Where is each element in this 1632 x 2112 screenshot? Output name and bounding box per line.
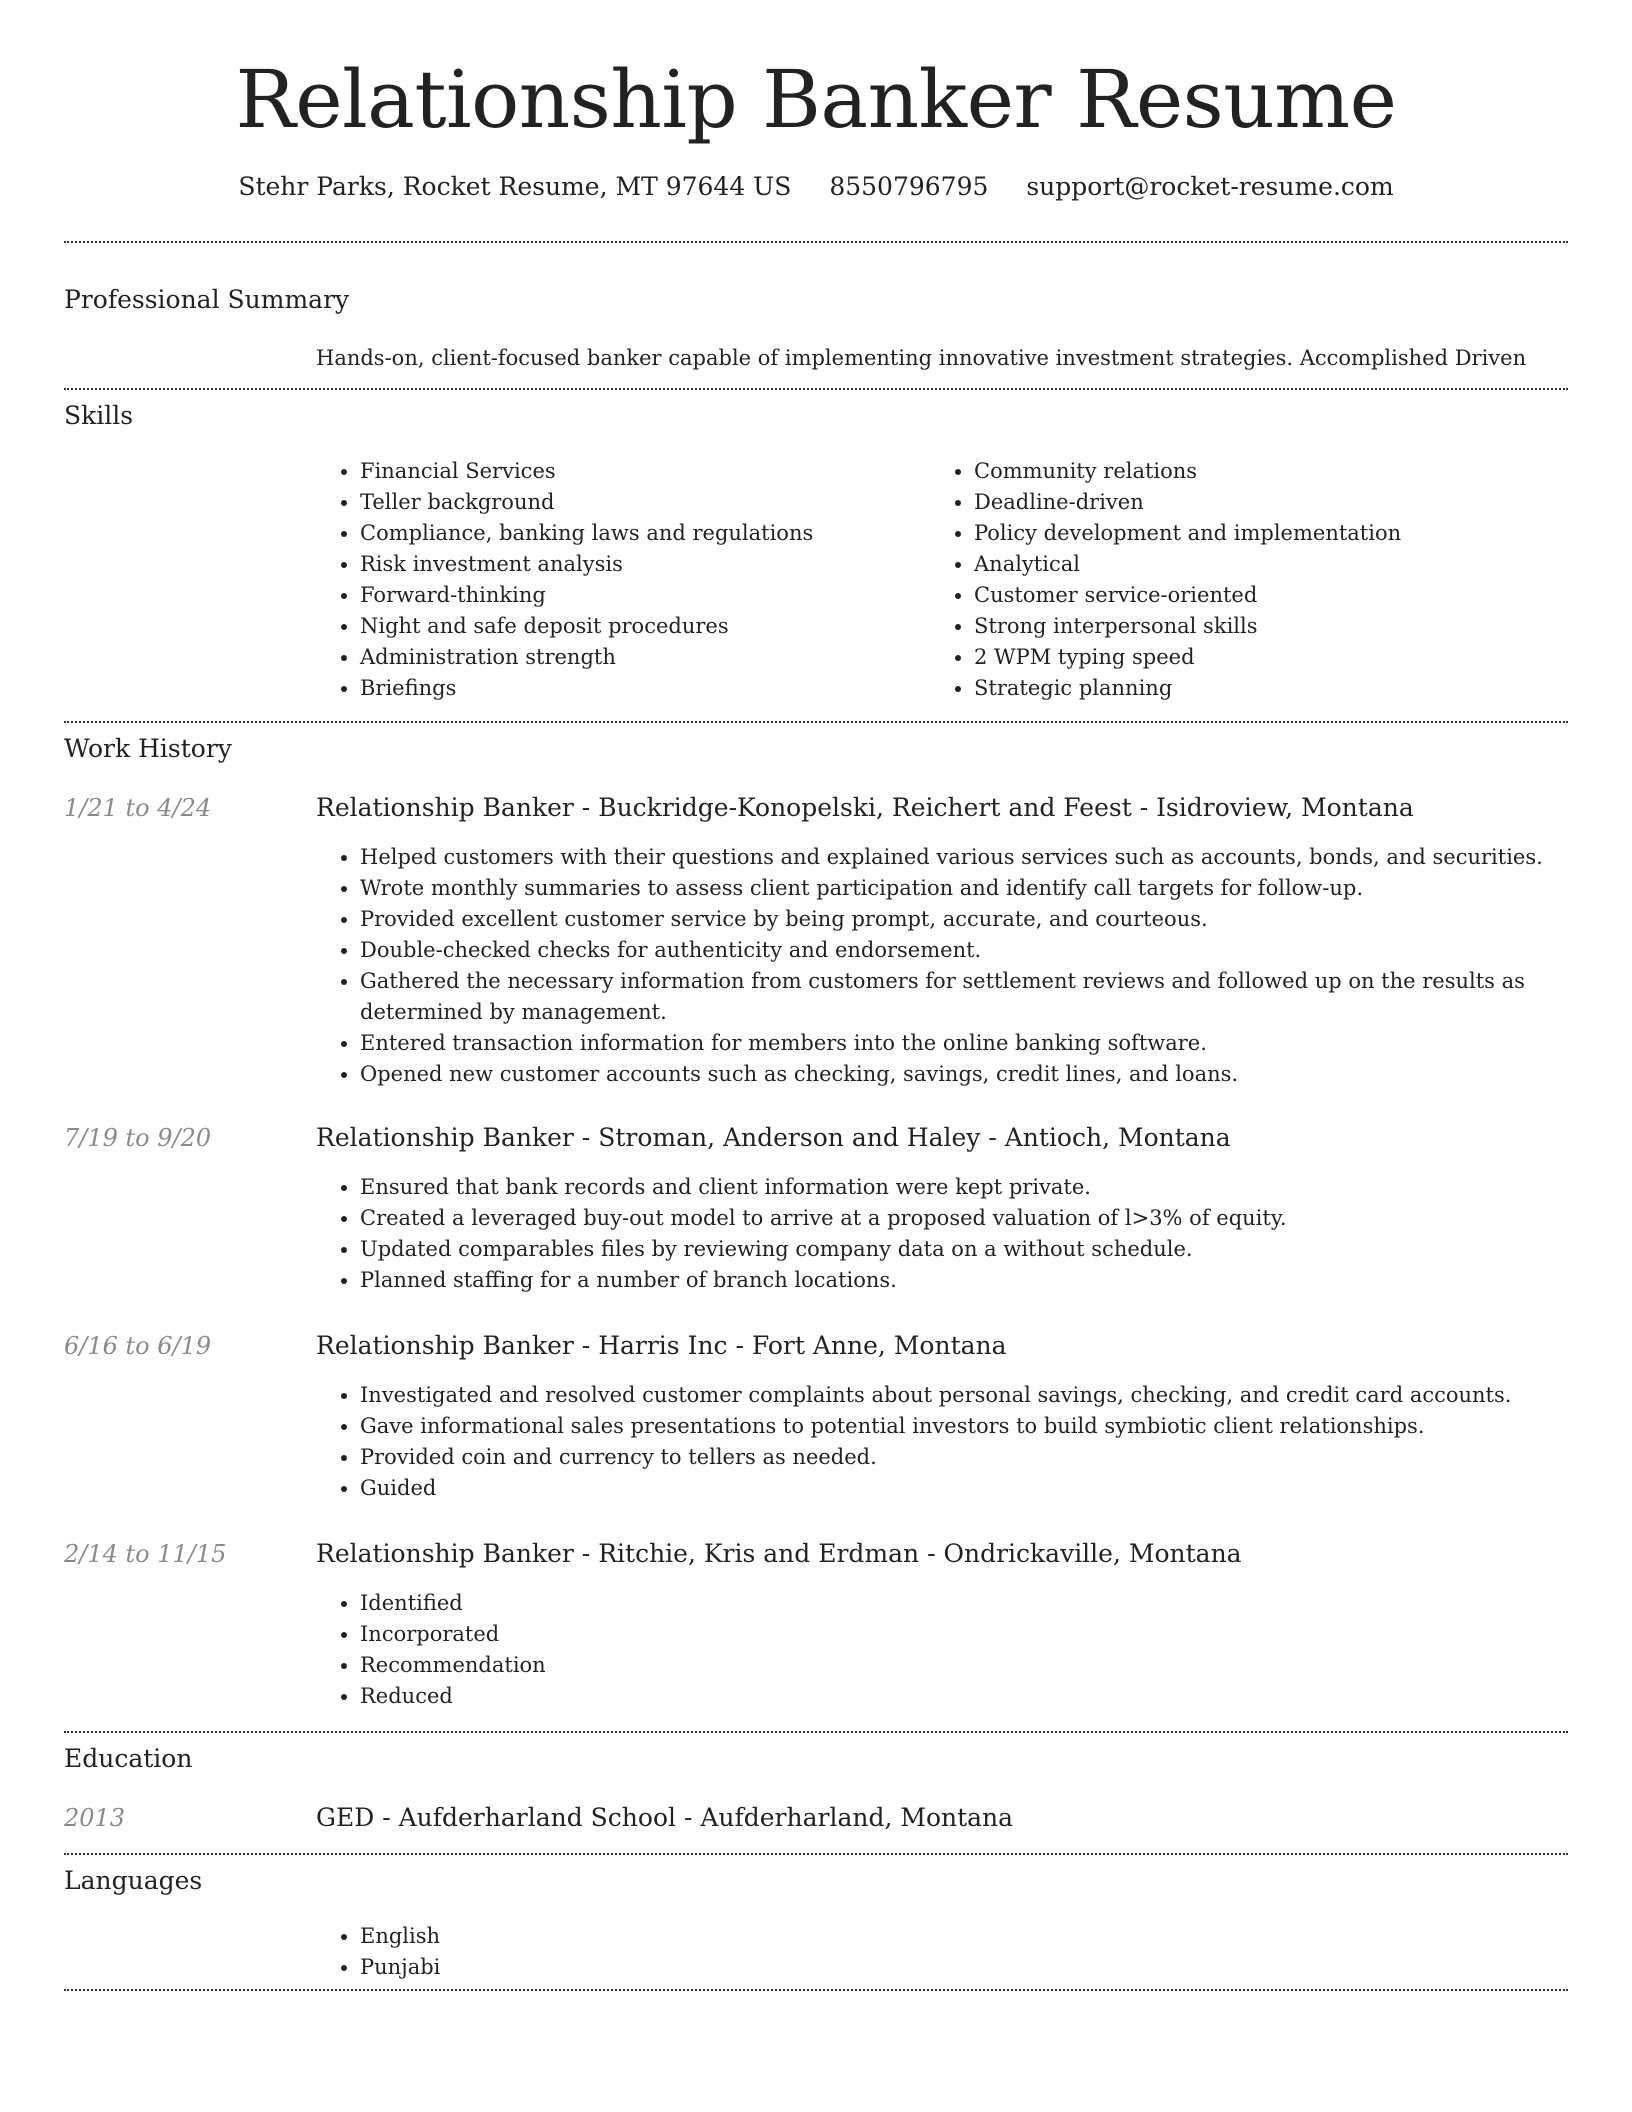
section-heading-work: Work History — [64, 734, 232, 763]
job-dates: 2/14 to 11/15 — [64, 1540, 227, 1568]
list-item: • Strategic planning — [974, 673, 1574, 704]
languages-list — [316, 1921, 960, 1983]
job-bullets — [316, 1380, 1560, 1504]
list-item: • Deadline-driven — [974, 487, 1574, 518]
section-heading-skills: Skills — [64, 401, 134, 430]
divider — [64, 1989, 1568, 1991]
list-item: • Reduced — [360, 1681, 1560, 1712]
contact-email: support@rocket-resume.com — [1026, 172, 1394, 201]
list-item: • Compliance, banking laws and regulations — [360, 518, 920, 549]
list-item: • Opened new customer accounts such as checking, savings, credit lines, and loans. — [360, 1059, 1560, 1090]
list-item: • Briefings — [360, 673, 920, 704]
list-item: • Wrote monthly summaries to assess client participation and identify call targets for follow-up. — [360, 873, 1560, 904]
education-year: 2013 — [64, 1804, 126, 1832]
list-item: • Punjabi — [360, 1952, 960, 1983]
list-item: • Updated comparables files by reviewing company data on a without schedule. — [360, 1234, 1560, 1265]
list-item: • English — [360, 1921, 960, 1952]
section-heading-education: Education — [64, 1744, 193, 1773]
skills-list-left — [316, 456, 920, 704]
job-bullets — [316, 1588, 1560, 1712]
job-title: Relationship Banker - Buckridge-Konopelski, Reichert and Feest - Isidroview, Montana — [316, 793, 1414, 822]
contact-address: Stehr Parks, Rocket Resume, MT 97644 US — [238, 172, 792, 201]
list-item: • Recommendation — [360, 1650, 1560, 1681]
list-item: • Identified — [360, 1588, 1560, 1619]
list-item: • Provided excellent customer service by being prompt, accurate, and courteous. — [360, 904, 1560, 935]
list-item: • Customer service-oriented — [974, 580, 1574, 611]
list-item: • Analytical — [974, 549, 1574, 580]
list-item: • Gave informational sales presentations to potential investors to build symbiotic client relationships. — [360, 1411, 1560, 1442]
job-dates: 7/19 to 9/20 — [64, 1124, 212, 1152]
list-item: • Forward-thinking — [360, 580, 920, 611]
job-title: Relationship Banker - Harris Inc - Fort Anne, Montana — [316, 1331, 1007, 1360]
list-item: • Guided — [360, 1473, 1560, 1504]
list-item: • Investigated and resolved customer complaints about personal savings, checking, and credit card accounts. — [360, 1380, 1560, 1411]
job-title: Relationship Banker - Stroman, Anderson and Haley - Antioch, Montana — [316, 1123, 1231, 1152]
divider — [64, 1853, 1568, 1855]
divider — [64, 241, 1568, 243]
summary-text: Hands-on, client-focused banker capable of implementing innovative investment strategies. Accomplished Driven — [316, 346, 1527, 370]
divider — [64, 721, 1568, 723]
list-item: • Entered transaction information for members into the online banking software. — [360, 1028, 1560, 1059]
list-item: • Incorporated — [360, 1619, 1560, 1650]
list-item: • Teller background — [360, 487, 920, 518]
list-item: • Night and safe deposit procedures — [360, 611, 920, 642]
list-item: • Created a leveraged buy-out model to arrive at a proposed valuation of l>3% of equity. — [360, 1203, 1560, 1234]
skills-list-right — [930, 456, 1574, 704]
list-item: • Policy development and implementation — [974, 518, 1574, 549]
job-bullets — [316, 842, 1560, 1090]
job-dates: 1/21 to 4/24 — [64, 794, 212, 822]
list-item: • Risk investment analysis — [360, 549, 920, 580]
divider — [64, 388, 1568, 390]
list-item: • Administration strength — [360, 642, 920, 673]
section-heading-summary: Professional Summary — [64, 285, 350, 314]
job-bullets — [316, 1172, 1560, 1296]
contact-phone: 8550796795 — [829, 172, 989, 201]
list-item: • Provided coin and currency to tellers as needed. — [360, 1442, 1560, 1473]
list-item: • Financial Services — [360, 456, 920, 487]
list-item: • Double-checked checks for authenticity and endorsement. — [360, 935, 1560, 966]
list-item: • Community relations — [974, 456, 1574, 487]
contact-line — [0, 167, 1632, 207]
list-item: • Planned staffing for a number of branch locations. — [360, 1265, 1560, 1296]
list-item: • Ensured that bank records and client information were kept private. — [360, 1172, 1560, 1203]
divider — [64, 1731, 1568, 1733]
job-title: Relationship Banker - Ritchie, Kris and Erdman - Ondrickaville, Montana — [316, 1539, 1242, 1568]
section-heading-languages: Languages — [64, 1866, 203, 1895]
list-item: • 2 WPM typing speed — [974, 642, 1574, 673]
list-item: • Gathered the necessary information from customers for settlement reviews and followed up on the results as determined by management. — [360, 966, 1560, 1028]
job-dates: 6/16 to 6/19 — [64, 1332, 212, 1360]
list-item: • Strong interpersonal skills — [974, 611, 1574, 642]
resume-title: Relationship Banker Resume — [235, 53, 1397, 146]
education-entry: GED - Aufderharland School - Aufderharland, Montana — [316, 1803, 1014, 1832]
list-item: • Helped customers with their questions and explained various services such as accounts, bonds, and securities. — [360, 842, 1560, 873]
